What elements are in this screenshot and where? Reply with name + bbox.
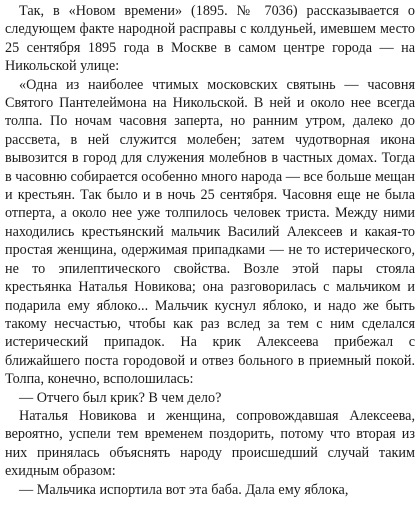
paragraph-intro: Так, в «Новом времени» (1895. № 7036) рассказывается о следующем факте народной расправы с колдуньей, имевшем место 25 сентября 1895 года в Москве в самом центре города — на Никольской улице: bbox=[5, 3, 415, 75]
paragraph-dialogue-question: — Отчего был крик? В чем дело? bbox=[19, 389, 222, 406]
document-page bbox=[5, 2, 415, 499]
paragraph-dialogue-accusation: — Мальчика испортила вот эта баба. Дала ему яблока, bbox=[19, 481, 349, 498]
paragraph-quote: «Одна из наиболее чтимых московских святынь — часовня Святого Пантелеймона на Никольской. В ней и около нее всегда толпа. По ночам часовня заперта, но ранним утром, далеко до рассвета, в ней служится молебен; затем чудотворная икона вывозится в город для служения молебнов в частных домах. Тогда в часовню собирается особенно много народа — все больше мещан и крестьян. Так было и в ночь 25 сентября. Часовня еще не была отперта, а около нее уже толпилось человек триста. Между ними находились крестьянский мальчик Василий Алексеев и какая-то простая женщина, одержимая припадками — не то истерического, не то эпилептического свойства. Возле этой пары стояла крестьянка Наталья Новикова; она разговорилась с мальчиком и подарила ему яблоко... Мальчик куснул яблоко, и надо же быть такому несчастью, чтобы как раз вслед за тем с ним сделался истерический припадок. На крик Алексеева прибежал с ближайшего поста городовой и отвез больного в приемный покой. Толпа, конечно, всполошилась: bbox=[5, 76, 415, 388]
paragraph-narration: Наталья Новикова и женщина, сопровождавшая Алексеева, вероятно, успели тем временем поздорить, потому что вторая из них принялась объяснять народу происшедший случай таким ехидным образом: bbox=[5, 407, 415, 480]
